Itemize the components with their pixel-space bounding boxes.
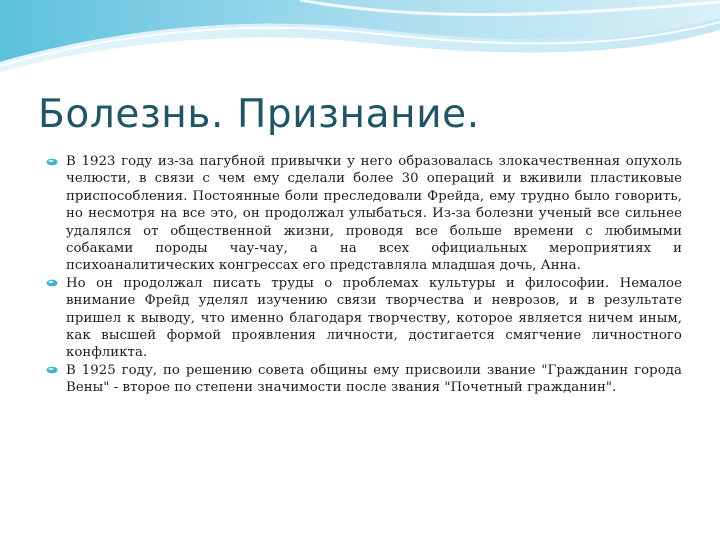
bullet-icon: [46, 366, 58, 374]
bullet-text-2: Но он продолжал писать труды о проблемах культуры и философии. Немалое внимание Фрейд уделял изучению связи творчества и неврозов, и в результате пришел к выводу, что именно благодаря творчеству, которое является ничем иным, как высшей формой проявления личности, достигается смягчение личностного конфликта.: [66, 275, 682, 361]
slide-title: Болезнь. Признание.: [38, 92, 480, 137]
decorative-wave-header: [0, 0, 720, 90]
bullet-icon: [46, 279, 58, 287]
bullet-icon: [46, 158, 58, 166]
bullet-text-3: В 1925 году, по решению совета общины ему присвоили звание "Гражданин города Вены" - второе по степени значимости после звания "Почетный гражданин".: [66, 362, 682, 396]
bullet-list: [46, 153, 682, 397]
bullet-text-1: В 1923 году из-за пагубной привычки у него образовалась злокачественная опухоль челюсти, в связи с чем ему сделали более 30 операций и вживили пластиковые приспособления. Постоянные боли преследовали Фрейда, ему трудно было говорить, но несмотря на все это, он продолжал улыбаться. Из-за болезни ученый все сильнее удалялся от общественной жизни, проводя все больше времени с любимыми собаками породы чау-чау, а на всех официальных мероприятиях и психоаналитических конгрессах его представляла младшая дочь, Анна.: [66, 154, 682, 274]
bullet-item-2: [46, 275, 682, 362]
bullet-item-1: [46, 153, 682, 275]
bullet-item-3: [46, 362, 682, 397]
